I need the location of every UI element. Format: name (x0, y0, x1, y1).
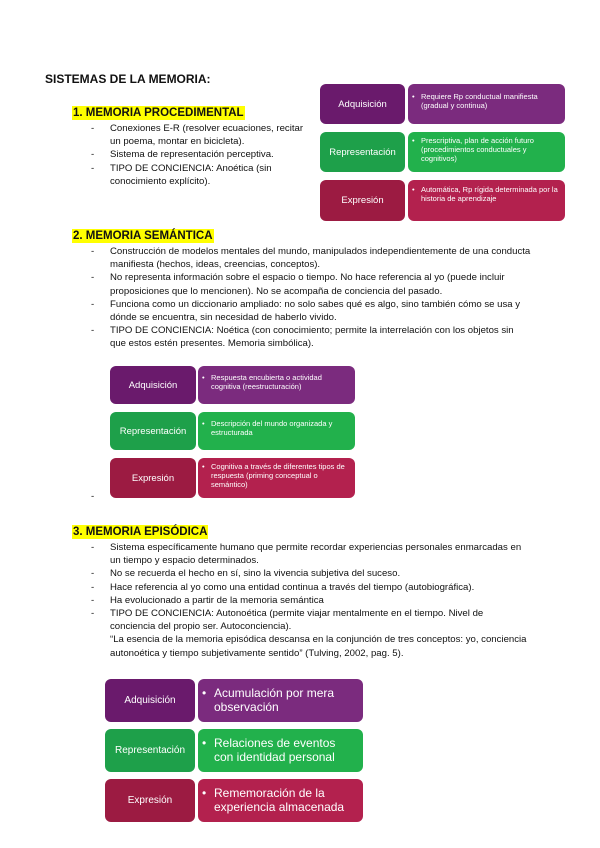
bullet-icon: • (202, 686, 207, 700)
diagram-text: Respuesta encubierta o actividad cognitiva (reestructuración) (211, 373, 322, 391)
section-heading: 3. MEMORIA EPISÓDICA (73, 526, 208, 538)
diagram-description (198, 366, 355, 404)
section-heading: 1. MEMORIA PROCEDIMENTAL (73, 107, 244, 119)
list-item: - Construcción de modelos mentales del mundo, manipulados independientemente de una conducta manifiesta (hechos, ideas, creencias, conceptos). (91, 245, 531, 271)
list-item: - TIPO DE CONCIENCIA: Anoética (sin conocimiento explícito). (91, 162, 306, 188)
item-list (91, 541, 531, 660)
bullet-icon: • (412, 136, 415, 145)
diagram-text: Acumulación por mera observación (214, 686, 335, 714)
list-item: - No se recuerda el hecho en sí, sino la vivencia subjetiva del suceso. (91, 567, 531, 580)
diagram-text: Prescriptiva, plan de acción futuro (procedimientos conductuales y cognitivos) (421, 136, 534, 163)
list-item: - Ha evolucionado a partir de la memoria semántica (91, 594, 531, 607)
quote: “La esencia de la memoria episódica descansa en la conjunción de tres conceptos: yo, conciencia autonoética y tiempo subjetivamente sentido” (Tulving, 2002, pag. 5). (110, 634, 527, 659)
list-item: - Funciona como un diccionario ampliado: no solo sabes qué es algo, sino también cómo se usa y dónde se encuentra, sin necesidad de haberlo vivido. (91, 298, 531, 324)
section-heading: 2. MEMORIA SEMÁNTICA (73, 230, 213, 242)
diagram-row-expression (110, 458, 355, 498)
page-title: SISTEMAS DE LA MEMORIA: (45, 72, 211, 86)
item-list (91, 122, 306, 188)
diagram-description (408, 132, 565, 172)
diagram-label: Adquisición (110, 366, 196, 404)
list-item: - TIPO DE CONCIENCIA: Autonoética (permite viajar mentalmente en el tiempo. Nivel de conciencia del propio ser. Autoconciencia). (91, 607, 531, 633)
diagram-description (198, 779, 363, 822)
list-item: - Conexiones E-R (resolver ecuaciones, recitar un poema, montar en bicicleta). (91, 122, 306, 148)
diagram-label: Representación (320, 132, 405, 172)
diagram-row-acquisition (320, 84, 565, 124)
diagram-description (198, 679, 363, 722)
diagram-row-representation (105, 729, 363, 772)
diagram-label: Expresión (110, 458, 196, 498)
diagram-label: Adquisición (320, 84, 405, 124)
diagram-description (408, 84, 565, 124)
diagram-text: Automática, Rp rígida determinada por la historia de aprendizaje (421, 185, 558, 203)
diagram-description (198, 412, 355, 450)
list-item: - Sistema de representación perceptiva. (91, 148, 306, 161)
diagram-text: Cognitiva a través de diferentes tipos de respuesta (priming conceptual o semántico) (211, 462, 345, 489)
list-item: - No representa información sobre el espacio o tiempo. No hace referencia al yo (puede incluir proposiciones que lo mencionen). No se acompaña de conciencia del pasado. (91, 271, 531, 297)
memory-diagram (110, 366, 355, 498)
bullet-icon: • (202, 373, 205, 382)
diagram-label: Representación (110, 412, 196, 450)
diagram-text: Requiere Rp conductual manifiesta (gradual y continua) (421, 92, 538, 110)
diagram-row-expression (320, 180, 565, 221)
bullet-icon: • (202, 462, 205, 471)
diagram-text: Descripción del mundo organizada y estructurada (211, 419, 333, 437)
bullet-icon: • (412, 185, 415, 194)
diagram-description (198, 458, 355, 498)
memory-diagram (320, 84, 565, 221)
diagram-label: Representación (105, 729, 195, 772)
diagram-label: Expresión (105, 779, 195, 822)
diagram-row-acquisition (105, 679, 363, 722)
list-item: - Hace referencia al yo como una entidad continua a través del tiempo (autobiográfica). (91, 581, 531, 594)
memory-diagram (105, 679, 363, 822)
diagram-description (198, 729, 363, 772)
diagram-label: Adquisición (105, 679, 195, 722)
diagram-row-representation (320, 132, 565, 172)
list-item: - TIPO DE CONCIENCIA: Noética (con conocimiento; permite la interrelación con los objetos sin que estos estén presentes. Memoria simbólica). (91, 324, 531, 350)
bullet-icon: • (412, 92, 415, 101)
diagram-text: Rememoración de la experiencia almacenada (214, 786, 345, 814)
bullet-icon: • (202, 786, 207, 800)
bullet-icon: • (202, 419, 205, 428)
diagram-row-expression (105, 779, 363, 822)
diagram-row-representation (110, 412, 355, 450)
diagram-description (408, 180, 565, 221)
diagram-row-acquisition (110, 366, 355, 404)
list-item: - Sistema específicamente humano que permite recordar experiencias personales enmarcadas en un tiempo y espacio determinados. (91, 541, 531, 567)
diagram-text: Relaciones de eventos con identidad personal (214, 736, 336, 764)
item-list (91, 245, 531, 351)
diagram-label: Expresión (320, 180, 405, 221)
bullet-icon: • (202, 736, 207, 750)
